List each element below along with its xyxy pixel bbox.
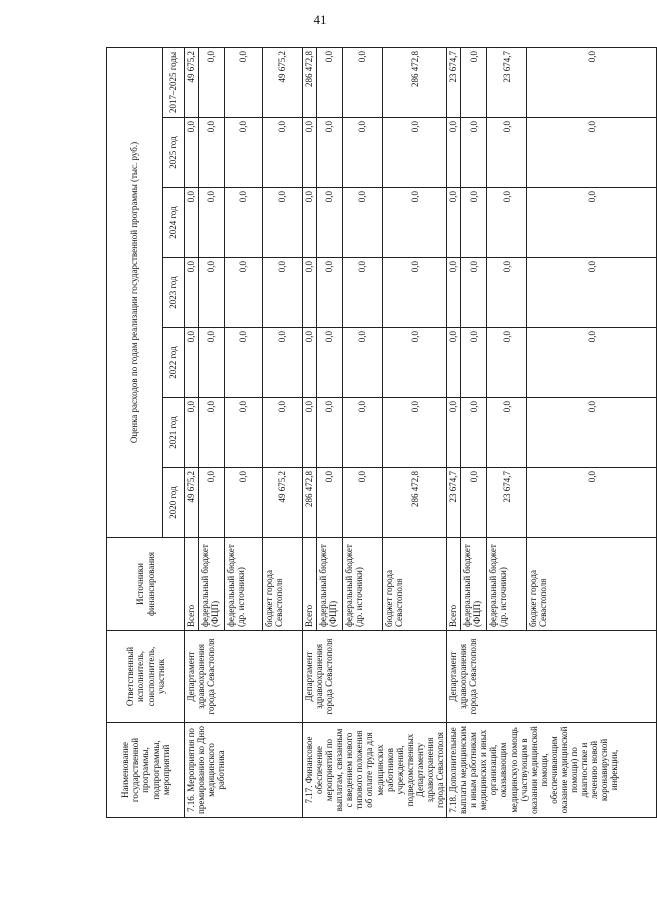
value-cell: 0,0 [527, 118, 657, 188]
value-cell: 23 674,7 [447, 468, 461, 538]
value-cell: 0,0 [303, 398, 317, 468]
rotated-table-container [106, 48, 620, 818]
value-cell: 0,0 [225, 328, 263, 398]
value-cell: 0,0 [461, 468, 487, 538]
value-cell: 0,0 [199, 468, 225, 538]
value-cell: 0,0 [447, 188, 461, 258]
value-cell: 0,0 [487, 188, 527, 258]
header-name: Наименование государственной программы, подпрограммы, мероприятий [107, 723, 185, 818]
value-cell: 0,0 [527, 188, 657, 258]
value-cell: 286 472,8 [383, 468, 447, 538]
budget-table [106, 47, 657, 818]
executor-cell: Департамент здравоохранения города Севастополя [303, 631, 447, 723]
value-cell: 0,0 [343, 188, 383, 258]
value-cell: 0,0 [225, 258, 263, 328]
table-row [303, 47, 317, 817]
value-cell: 0,0 [461, 398, 487, 468]
value-cell: 0,0 [383, 118, 447, 188]
value-cell: 49 675,2 [185, 468, 199, 538]
source-cell: федеральный бюджет (ФЦП) [199, 538, 225, 631]
value-cell: 0,0 [317, 258, 343, 328]
value-cell: 49 675,2 [263, 468, 303, 538]
value-cell: 0,0 [343, 47, 383, 117]
value-cell: 0,0 [225, 398, 263, 468]
header-year: 2021 год [163, 398, 185, 468]
value-cell: 0,0 [303, 328, 317, 398]
header-executor: Ответственный исполнитель, соисполнитель, участник [107, 631, 185, 723]
value-cell: 0,0 [527, 328, 657, 398]
value-cell: 0,0 [343, 258, 383, 328]
value-cell: 0,0 [383, 188, 447, 258]
header-year: 2022 год [163, 328, 185, 398]
value-cell: 0,0 [263, 118, 303, 188]
header-source: Источники финансирования [107, 538, 185, 631]
value-cell: 0,0 [199, 328, 225, 398]
value-cell: 0,0 [461, 328, 487, 398]
source-cell: бюджет города Севастополя [527, 538, 657, 631]
value-cell: 0,0 [317, 118, 343, 188]
value-cell: 0,0 [487, 398, 527, 468]
value-cell: 286 472,8 [383, 47, 447, 117]
value-cell: 0,0 [487, 258, 527, 328]
header-year: 2023 год [163, 258, 185, 328]
value-cell: 0,0 [527, 47, 657, 117]
value-cell: 0,0 [343, 468, 383, 538]
value-cell: 0,0 [263, 398, 303, 468]
value-cell: 0,0 [225, 188, 263, 258]
value-cell: 0,0 [303, 188, 317, 258]
source-cell: Всего [447, 538, 461, 631]
source-cell: бюджет города Севастополя [383, 538, 447, 631]
table-body [185, 47, 657, 817]
value-cell: 0,0 [185, 328, 199, 398]
value-cell: 0,0 [461, 258, 487, 328]
measure-name-cell: 7.18. Дополнительные выплаты медицинским и иным работникам медицинских и иных организаций, оказывающим медицинскую помощь (участвующим в оказании медицинской помощи, обеспечивающим оказание медицинской помощи) по диагностике и лечению новой коронавирусной инфекции, [447, 723, 657, 818]
executor-cell: Департамент здравоохранения города Севастополя [447, 631, 657, 723]
value-cell: 0,0 [225, 118, 263, 188]
value-cell: 23 674,7 [447, 47, 461, 117]
source-cell: федеральный бюджет (ФЦП) [461, 538, 487, 631]
header-year: 2024 год [163, 188, 185, 258]
value-cell: 0,0 [199, 118, 225, 188]
header-year: 2020 год [163, 468, 185, 538]
table-frame [106, 48, 620, 818]
value-cell: 0,0 [447, 398, 461, 468]
value-cell: 0,0 [383, 258, 447, 328]
value-cell: 0,0 [185, 118, 199, 188]
value-cell: 0,0 [263, 258, 303, 328]
source-cell: федеральный бюджет (ФЦП) [317, 538, 343, 631]
measure-name-cell: 7.16. Мероприятия по премированию ко Дню медицинского работника [185, 723, 303, 818]
value-cell: 23 674,7 [487, 468, 527, 538]
source-cell: федеральный бюджет (др. источники) [343, 538, 383, 631]
header-year: 2017–2025 годы [163, 47, 185, 117]
value-cell: 0,0 [461, 47, 487, 117]
source-cell: федеральный бюджет (др. источники) [225, 538, 263, 631]
value-cell: 0,0 [487, 328, 527, 398]
value-cell: 0,0 [461, 188, 487, 258]
value-cell: 0,0 [527, 258, 657, 328]
value-cell: 286 472,8 [303, 468, 317, 538]
source-cell: бюджет города Севастополя [263, 538, 303, 631]
value-cell: 0,0 [343, 398, 383, 468]
value-cell: 0,0 [185, 258, 199, 328]
value-cell: 0,0 [383, 398, 447, 468]
value-cell: 0,0 [199, 258, 225, 328]
value-cell: 0,0 [317, 468, 343, 538]
value-cell: 0,0 [343, 328, 383, 398]
value-cell: 0,0 [185, 398, 199, 468]
value-cell: 0,0 [317, 328, 343, 398]
value-cell: 0,0 [199, 188, 225, 258]
value-cell: 0,0 [383, 328, 447, 398]
value-cell: 0,0 [225, 47, 263, 117]
value-cell: 0,0 [317, 188, 343, 258]
value-cell: 286 472,8 [303, 47, 317, 117]
value-cell: 0,0 [199, 47, 225, 117]
value-cell: 0,0 [461, 118, 487, 188]
value-cell: 0,0 [343, 118, 383, 188]
table-row [447, 47, 461, 817]
value-cell: 49 675,2 [185, 47, 199, 117]
value-cell: 0,0 [317, 398, 343, 468]
page-number: 41 [313, 12, 327, 27]
table-row [185, 47, 199, 817]
value-cell: 0,0 [199, 398, 225, 468]
value-cell: 0,0 [527, 398, 657, 468]
value-cell: 0,0 [447, 258, 461, 328]
value-cell: 0,0 [487, 118, 527, 188]
header-year: 2025 год [163, 118, 185, 188]
value-cell: 0,0 [225, 468, 263, 538]
source-cell: Всего [185, 538, 199, 631]
header-estimate: Оценка расходов по годам реализации государственной программы (тыс. руб.) [107, 47, 163, 537]
value-cell: 0,0 [447, 328, 461, 398]
value-cell: 0,0 [185, 188, 199, 258]
value-cell: 0,0 [527, 468, 657, 538]
value-cell: 0,0 [317, 47, 343, 117]
value-cell: 0,0 [447, 118, 461, 188]
source-cell: Всего [303, 538, 317, 631]
executor-cell: Департамент здравоохранения города Севастополя [185, 631, 303, 723]
value-cell: 0,0 [263, 188, 303, 258]
value-cell: 0,0 [303, 258, 317, 328]
value-cell: 0,0 [263, 328, 303, 398]
value-cell: 23 674,7 [487, 47, 527, 117]
measure-name-cell: 7.17. Финансовое обеспечение мероприятий по выплатам, связанным с введением нового типового положения об оплате труда для медицинских работников учреждений, подведомственных Департаменту здравоохранения города Севастополя [303, 723, 447, 818]
value-cell: 0,0 [303, 118, 317, 188]
source-cell: федеральный бюджет (др. источники) [487, 538, 527, 631]
value-cell: 49 675,2 [263, 47, 303, 117]
